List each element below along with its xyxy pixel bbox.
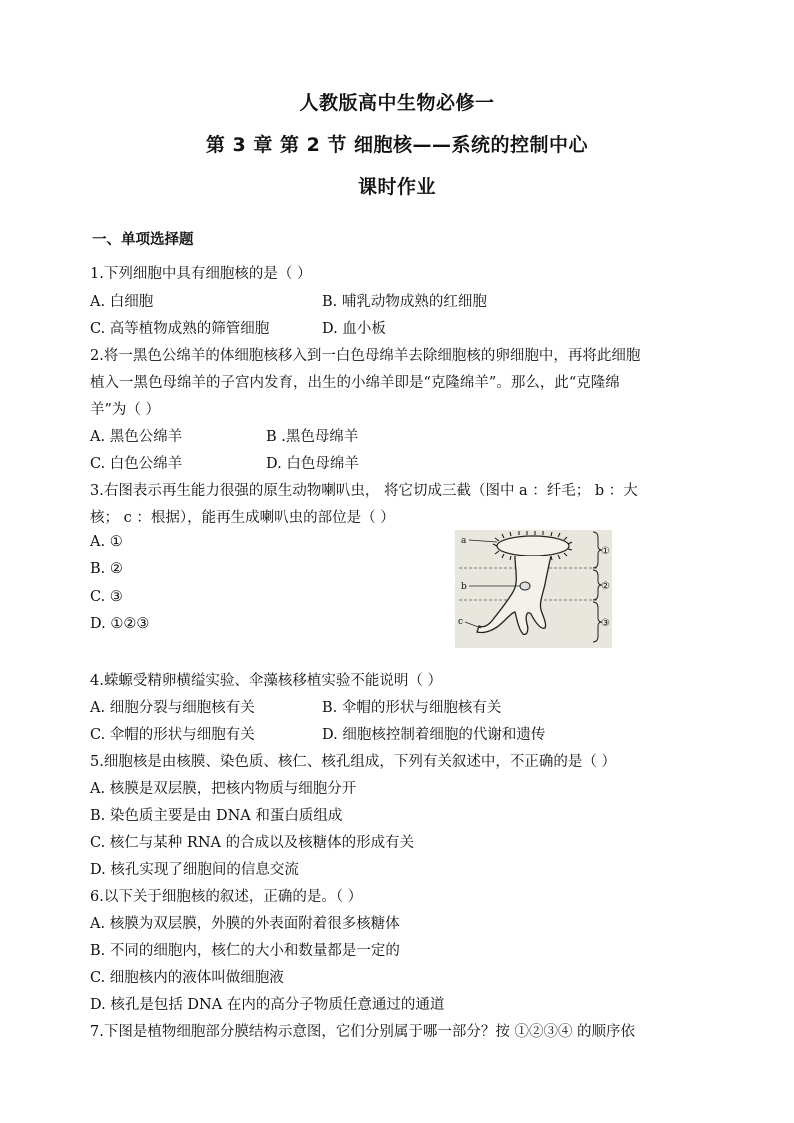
q3-option-a: A. ① [90, 534, 123, 550]
macronucleus-shape [520, 582, 530, 590]
q1-option-b: B. 哺乳动物成熟的红细胞 [322, 294, 487, 310]
subtitle: 课时作业 [357, 176, 436, 198]
q5-option-d: D. 核孔实现了细胞间的信息交流 [90, 862, 299, 878]
q3-stem-line2: 核； c ：根据），能再生成喇叭虫的部位是（ ） [90, 510, 395, 526]
q2-stem-line3: 羊”为（ ） [90, 402, 161, 418]
label-b: b [461, 582, 467, 592]
q3-option-b: B. ② [90, 561, 123, 577]
q6-option-a: A. 核膜为双层膜，外膜的外表面附着很多核糖体 [90, 916, 400, 932]
q1-option-a: A. 白细胞 [90, 294, 154, 310]
q4-stem: 4.蝾螈受精卵横缢实验、伞藻核移植实验不能说明（ ） [90, 673, 442, 689]
q1-option-c: C. 高等植物成熟的筛管细胞 [90, 321, 270, 337]
q2-option-a: A. 黑色公绵羊 [90, 429, 183, 445]
q4-option-d: D. 细胞核控制着细胞的代谢和遗传 [322, 727, 546, 743]
trumpet-animalcule-figure [455, 530, 612, 648]
q1-stem: 1.下列细胞中具有细胞核的是（ ） [90, 266, 312, 282]
label-c: c [458, 617, 464, 627]
segment-1-label: ① [601, 546, 610, 557]
q7-stem: 7.下图是植物细胞部分膜结构示意图，它们分别属于哪一部分？按 ①②③④ 的顺序依 [90, 1024, 636, 1040]
q4-option-c: C. 伞帽的形状与细胞有关 [90, 727, 255, 743]
q5-option-a: A. 核膜是双层膜，把核内物质与细胞分开 [90, 781, 357, 797]
q5-option-b: B. 染色质主要是由 DNA 和蛋白质组成 [90, 808, 343, 824]
q1-option-d: D. 血小板 [322, 321, 386, 337]
q4-option-b: B. 伞帽的形状与细胞核有关 [322, 700, 502, 716]
q6-option-b: B. 不同的细胞内，核仁的大小和数量都是一定的 [90, 943, 400, 959]
q5-stem: 5.细胞核是由核膜、染色质、核仁、核孔组成，下列有关叙述中，不正确的是（ ） [90, 754, 616, 770]
doc-title: 人教版高中生物必修一 [299, 92, 495, 114]
q2-option-d: D. 白色母绵羊 [266, 456, 359, 472]
q3-option-d: D. ①②③ [90, 616, 150, 632]
q3-stem-line1: 3.右图表示再生能力很强的原生动物喇叭虫， 将它切成三截（图中 a ：纤毛； b ：大 [90, 483, 638, 499]
segment-3-label: ③ [601, 618, 610, 629]
q2-option-c: C. 白色公绵羊 [90, 456, 183, 472]
q2-stem-line1: 2.将一黑色公绵羊的体细胞核移入到一白色母绵羊去除细胞核的卵细胞中，再将此细胞 [90, 348, 641, 364]
q5-option-c: C. 核仁与某种 RNA 的合成以及核糖体的形成有关 [90, 835, 415, 851]
q2-stem-line2: 植入一黑色母绵羊的子宫内发育，出生的小绵羊即是“克隆绵羊”。那么，此“克隆绵 [90, 375, 620, 391]
label-a: a [461, 536, 467, 546]
chapter-title: 第 3 章 第 2 节 细胞核——系统的控制中心 [205, 134, 589, 156]
q6-stem: 6.以下关于细胞核的叙述，正确的是。（ ） [90, 889, 363, 905]
q3-option-c: C. ③ [90, 589, 123, 605]
trumpet-animalcule-diagram [455, 530, 612, 648]
segment-2-label: ② [601, 581, 610, 592]
q4-option-a: A. 细胞分裂与细胞核有关 [90, 700, 255, 716]
q6-option-d: D. 核孔是包括 DNA 在内的高分子物质任意通过的通道 [90, 997, 445, 1013]
q2-option-b: B .黑色母绵羊 [266, 429, 359, 445]
q6-option-c: C. 细胞核内的液体叫做细胞液 [90, 970, 284, 986]
section-heading: 一、单项选择题 [92, 232, 194, 248]
